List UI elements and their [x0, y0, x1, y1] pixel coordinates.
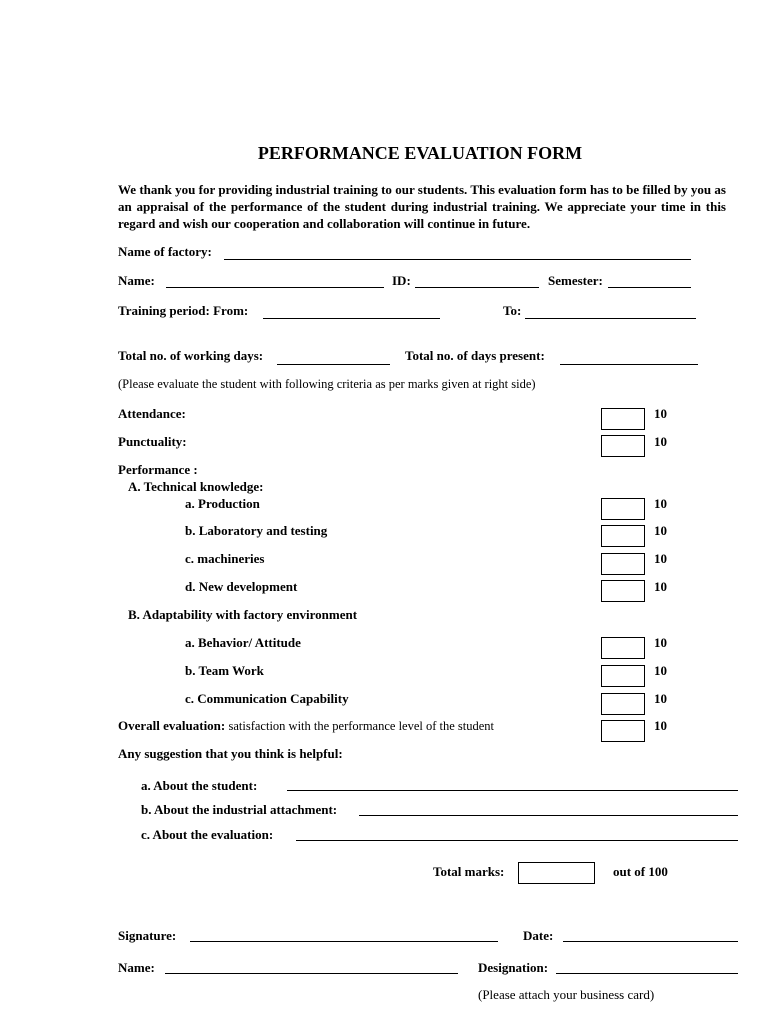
overall-evaluation-row [118, 718, 494, 734]
date-label: Date: [523, 928, 554, 943]
suggestion-attachment-field[interactable] [359, 815, 738, 816]
overall-evaluation-desc: satisfaction with the performance level of the student [228, 719, 495, 733]
id-field[interactable] [415, 287, 539, 288]
behavior-max: 10 [654, 635, 667, 650]
new-development-max: 10 [654, 579, 667, 594]
overall-mark-box[interactable] [601, 720, 645, 742]
training-to-field[interactable] [525, 318, 696, 319]
communication-mark-box[interactable] [601, 693, 645, 715]
name-label: Name: [118, 273, 155, 288]
attendance-label: Attendance: [118, 406, 186, 421]
attendance-max: 10 [654, 406, 667, 421]
suggestion-heading: Any suggestion that you think is helpful: [118, 746, 343, 761]
production-max: 10 [654, 496, 667, 511]
business-card-note: (Please attach your business card) [478, 987, 655, 1002]
training-from-label: Training period: From: [118, 303, 249, 318]
date-field[interactable] [563, 941, 738, 942]
attendance-mark-box[interactable] [601, 408, 645, 430]
evaluation-instruction: (Please evaluate the student with following criteria as per marks given at right side) [118, 377, 536, 391]
suggestion-student-field[interactable] [287, 790, 738, 791]
semester-field[interactable] [608, 287, 691, 288]
communication-max: 10 [654, 691, 667, 706]
machineries-max: 10 [654, 551, 667, 566]
punctuality-label: Punctuality: [118, 434, 187, 449]
punctuality-max: 10 [654, 434, 667, 449]
suggestion-evaluation-field[interactable] [296, 840, 738, 841]
punctuality-mark-box[interactable] [601, 435, 645, 457]
suggestion-evaluation-label: c. About the evaluation: [141, 827, 274, 842]
criterion-laboratory: b. Laboratory and testing [185, 523, 328, 538]
technical-knowledge-heading: A. Technical knowledge: [128, 479, 264, 494]
suggestion-attachment-label: b. About the industrial attachment: [141, 802, 338, 817]
laboratory-mark-box[interactable] [601, 525, 645, 547]
criterion-new-development: d. New development [185, 579, 298, 594]
signature-field[interactable] [190, 941, 498, 942]
new-development-mark-box[interactable] [601, 580, 645, 602]
signoff-name-label: Name: [118, 960, 155, 975]
designation-label: Designation: [478, 960, 549, 975]
days-present-field[interactable] [560, 364, 698, 365]
suggestion-student-label: a. About the student: [141, 778, 258, 793]
name-field[interactable] [166, 287, 384, 288]
working-days-label: Total no. of working days: [118, 348, 264, 363]
semester-label: Semester: [548, 273, 603, 288]
total-marks-label: Total marks: [433, 864, 505, 879]
behavior-mark-box[interactable] [601, 637, 645, 659]
days-present-label: Total no. of days present: [405, 348, 545, 363]
total-marks-box[interactable] [518, 862, 595, 884]
factory-field[interactable] [224, 259, 691, 260]
id-label: ID: [392, 273, 411, 288]
signature-label: Signature: [118, 928, 177, 943]
overall-evaluation-label: Overall evaluation: [118, 718, 226, 733]
working-days-field[interactable] [277, 364, 390, 365]
criterion-production: a. Production [185, 496, 260, 511]
production-mark-box[interactable] [601, 498, 645, 520]
criterion-behavior: a. Behavior/ Attitude [185, 635, 301, 650]
training-from-field[interactable] [263, 318, 440, 319]
laboratory-max: 10 [654, 523, 667, 538]
training-to-label: To: [503, 303, 522, 318]
criterion-machineries: c. machineries [185, 551, 265, 566]
team-work-max: 10 [654, 663, 667, 678]
criterion-communication: c. Communication Capability [185, 691, 349, 706]
team-work-mark-box[interactable] [601, 665, 645, 687]
form-title: PERFORMANCE EVALUATION FORM [257, 143, 583, 163]
machineries-mark-box[interactable] [601, 553, 645, 575]
designation-field[interactable] [556, 973, 738, 974]
total-marks-suffix: out of 100 [613, 864, 668, 879]
criterion-team-work: b. Team Work [185, 663, 264, 678]
performance-heading: Performance : [118, 462, 198, 477]
intro-paragraph: We thank you for providing industrial training to our students. This evaluation form has to be filled by you as an appraisal of the performance of the student during industrial training. We appreciate your time in this regard and wish our cooperation and collaboration will continue in future. [118, 182, 726, 231]
overall-max: 10 [654, 718, 667, 733]
adaptability-heading: B. Adaptability with factory environment [128, 607, 358, 622]
signoff-name-field[interactable] [165, 973, 458, 974]
factory-label: Name of factory: [118, 244, 212, 259]
